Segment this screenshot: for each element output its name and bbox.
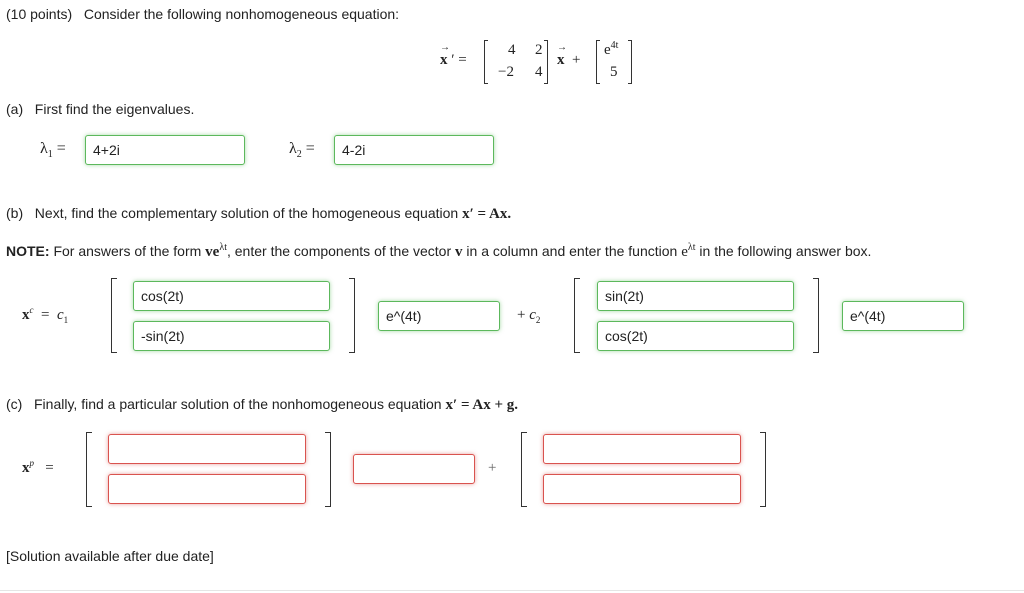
lambda1-label: $\lambda_1$ = bbox=[40, 140, 66, 161]
matrix-a12: 2 bbox=[535, 42, 543, 58]
x-vector-term: → x bbox=[557, 52, 565, 69]
xc-func2-input[interactable]: e^(4t) bbox=[842, 301, 964, 331]
bottom-divider bbox=[0, 590, 1024, 591]
forcing-bottom: 5 bbox=[610, 64, 618, 80]
equation-x-term bbox=[557, 52, 565, 69]
lambda2-input[interactable]: 4-2i bbox=[334, 135, 494, 165]
xc-vec2-top-input[interactable]: sin(2t) bbox=[597, 281, 794, 311]
equation-lhs: → x ′ = bbox=[440, 52, 467, 69]
lambda2-label: $\lambda_2$ = bbox=[289, 140, 315, 161]
xc-func1-input[interactable]: e^(4t) bbox=[378, 301, 500, 331]
xp-vec2-top-input[interactable] bbox=[543, 434, 741, 464]
forcing-left-bracket bbox=[596, 40, 600, 84]
c2-label: + $c_2$ bbox=[517, 307, 541, 325]
main-equation bbox=[440, 40, 640, 86]
xp-label: $x^p$ = bbox=[22, 458, 54, 476]
part-c-heading bbox=[6, 396, 518, 414]
homogeneous-equation: x′ = Ax. bbox=[462, 206, 512, 222]
points-label: (10 points) bbox=[6, 6, 73, 22]
nonhomogeneous-equation: x′ = Ax + g. bbox=[445, 397, 519, 413]
xc-vec2-right-bracket bbox=[813, 278, 819, 353]
xp-vec1-bottom-input[interactable] bbox=[108, 474, 306, 504]
matrix-a21: −2 bbox=[498, 64, 514, 80]
solution-note: [Solution available after due date] bbox=[6, 548, 214, 564]
lambda1-input[interactable]: 4+2i bbox=[85, 135, 245, 165]
part-b-note: NOTE: For answers of the form $ve^{\lambda t}$, enter the components of the vector v in a column and enter the function $e^{\lambda t}$ in the following answer box. bbox=[6, 242, 872, 260]
problem-prompt: Consider the following nonhomogeneous equation: bbox=[83, 6, 400, 22]
part-a-heading bbox=[6, 101, 194, 117]
note-label: NOTE: bbox=[6, 243, 50, 259]
part-a-label: (a) bbox=[6, 101, 24, 117]
xp-vec2-bottom-input[interactable] bbox=[543, 474, 741, 504]
part-b-heading bbox=[6, 205, 511, 223]
part-a-text: First find the eigenvalues. bbox=[34, 101, 195, 117]
xp-vec1-top-input[interactable] bbox=[108, 434, 306, 464]
xp-vec1-left-bracket bbox=[86, 432, 92, 507]
forcing-right-bracket bbox=[628, 40, 632, 84]
xp-vec1-right-bracket bbox=[325, 432, 331, 507]
xc-vec1-left-bracket bbox=[111, 278, 117, 353]
part-b-text: Next, find the complementary solution of the homogeneous equation bbox=[34, 205, 459, 221]
xc-vec2-bottom-input[interactable]: cos(2t) bbox=[597, 321, 794, 351]
problem-header bbox=[6, 6, 399, 22]
matrix-a22: 4 bbox=[535, 64, 543, 80]
part-b-label: (b) bbox=[6, 205, 24, 221]
xp-vec2-left-bracket bbox=[521, 432, 527, 507]
xp-plus: + bbox=[488, 460, 497, 476]
part-c-label: (c) bbox=[6, 396, 23, 412]
xp-func-input[interactable] bbox=[353, 454, 475, 484]
part-c-text: Finally, find a particular solution of the nonhomogeneous equation bbox=[34, 396, 442, 412]
xc-vec1-bottom-input[interactable]: -sin(2t) bbox=[133, 321, 330, 351]
xc-vec1-right-bracket bbox=[349, 278, 355, 353]
x-vector-symbol: → x bbox=[440, 52, 448, 69]
xc-vec2-left-bracket bbox=[574, 278, 580, 353]
matrix-left-bracket bbox=[484, 40, 488, 84]
matrix-right-bracket bbox=[544, 40, 548, 84]
xc-label: $x^c = c_1$ bbox=[22, 305, 69, 325]
forcing-top: $e^{4t}$ bbox=[604, 40, 619, 58]
xp-vec2-right-bracket bbox=[760, 432, 766, 507]
equation-plus: + bbox=[572, 52, 581, 68]
xc-vec1-top-input[interactable]: cos(2t) bbox=[133, 281, 330, 311]
matrix-a11: 4 bbox=[508, 42, 516, 58]
